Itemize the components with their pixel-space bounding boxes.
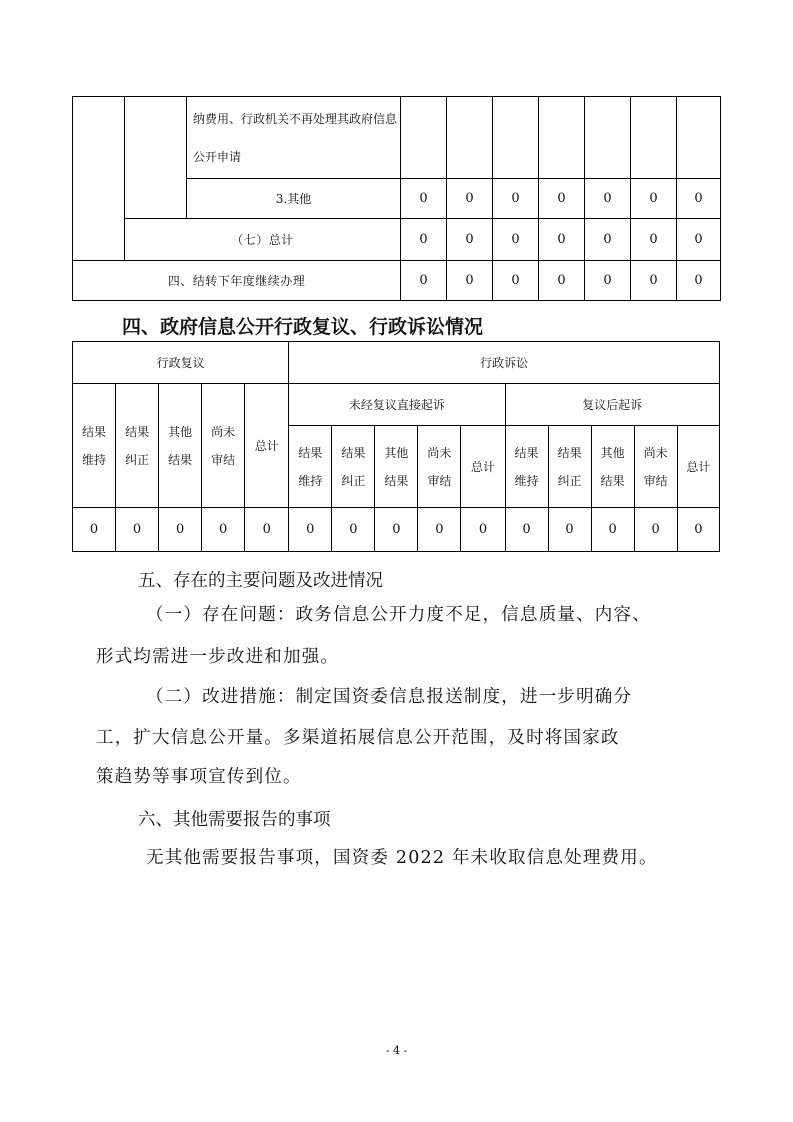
cell: 0 [631,179,677,219]
header-direct-suit: 未经复议直接起诉 [289,384,505,426]
cell: 0 [375,508,418,552]
cell [585,97,631,179]
cell: 0 [677,508,719,552]
cell: 0 [677,179,721,219]
cell: 0 [116,508,159,552]
cell: 0 [73,508,116,552]
row-label-carry-over: 四、结转下年度继续办理 [73,261,401,301]
cell [493,97,539,179]
cell: 0 [401,261,447,301]
cell: 0 [332,508,375,552]
cell [401,97,447,179]
cell: 0 [159,508,202,552]
cell: 0 [539,179,585,219]
paragraph: 工，扩大信息公开量。多渠道拓展信息公开范围，及时将国家政 [96,728,620,748]
cell: 0 [585,219,631,261]
section5-heading: 五、存在的主要问题及改进情况 [138,571,383,591]
col-pending: 尚未 审结 [634,426,677,508]
paragraph: （一）存在问题：政务信息公开力度不足，信息质量、内容、 [146,605,651,625]
cell: 0 [493,219,539,261]
cell: 0 [202,508,245,552]
paragraph: 形式均需进一步改进和加强。 [96,647,340,667]
cell: 0 [289,508,332,552]
col-other-result: 其他 结果 [159,384,202,508]
cell: 0 [447,261,493,301]
row-label-no-further-process: 纳费用、行政机关不再处理其政府信息公开申请 [187,97,401,179]
cell: 0 [401,219,447,261]
col-total: 总计 [245,384,289,508]
cell [677,97,721,179]
cell: 0 [631,219,677,261]
cell: 0 [548,508,591,552]
paragraph: 无其他需要报告事项，国资委 2022 年未收取信息处理费用。 [146,848,658,868]
cell: 0 [585,179,631,219]
col-total: 总计 [461,426,505,508]
col-other-result: 其他 结果 [591,426,634,508]
cell [631,97,677,179]
cell: 0 [677,219,721,261]
col-result-upheld: 结果 维持 [289,426,332,508]
cell: 0 [447,219,493,261]
review-litigation-table [72,341,720,552]
cell: 0 [447,179,493,219]
col-result-upheld: 结果 维持 [73,384,116,508]
cell: 0 [634,508,677,552]
continuation-table [72,96,721,301]
col-result-upheld: 结果 维持 [505,426,548,508]
cell: 0 [401,179,447,219]
header-admin-review: 行政复议 [73,342,289,384]
col-result-corrected: 结果 纠正 [332,426,375,508]
col-pending: 尚未 审结 [202,384,245,508]
col-other-result: 其他 结果 [375,426,418,508]
row-label-total: （七）总计 [125,219,401,261]
col-pending: 尚未 审结 [418,426,461,508]
col-total: 总计 [677,426,719,508]
row-label-other: 3.其他 [187,179,401,219]
cell: 0 [418,508,461,552]
cell: 0 [631,261,677,301]
cell: 0 [585,261,631,301]
cell: 0 [505,508,548,552]
blank-cell [125,97,187,219]
paragraph: 策趋势等事项宣传到位。 [96,767,302,787]
cell: 0 [461,508,505,552]
section6-heading: 六、其他需要报告的事项 [138,810,331,830]
page-number: - 4 - [385,1044,408,1057]
header-admin-litigation: 行政诉讼 [289,342,720,384]
cell: 0 [539,261,585,301]
cell: 0 [539,219,585,261]
section4-heading: 四、政府信息公开行政复议、行政诉讼情况 [122,316,484,338]
cell: 0 [493,179,539,219]
col-result-corrected: 结果 纠正 [116,384,159,508]
cell: 0 [591,508,634,552]
cell [539,97,585,179]
cell [447,97,493,179]
col-result-corrected: 结果 纠正 [548,426,591,508]
header-after-review-suit: 复议后起诉 [505,384,720,426]
blank-cell [73,97,125,261]
cell: 0 [677,261,721,301]
cell: 0 [245,508,289,552]
paragraph: （二）改进措施：制定国资委信息报送制度，进一步明确分 [146,687,633,707]
cell: 0 [493,261,539,301]
